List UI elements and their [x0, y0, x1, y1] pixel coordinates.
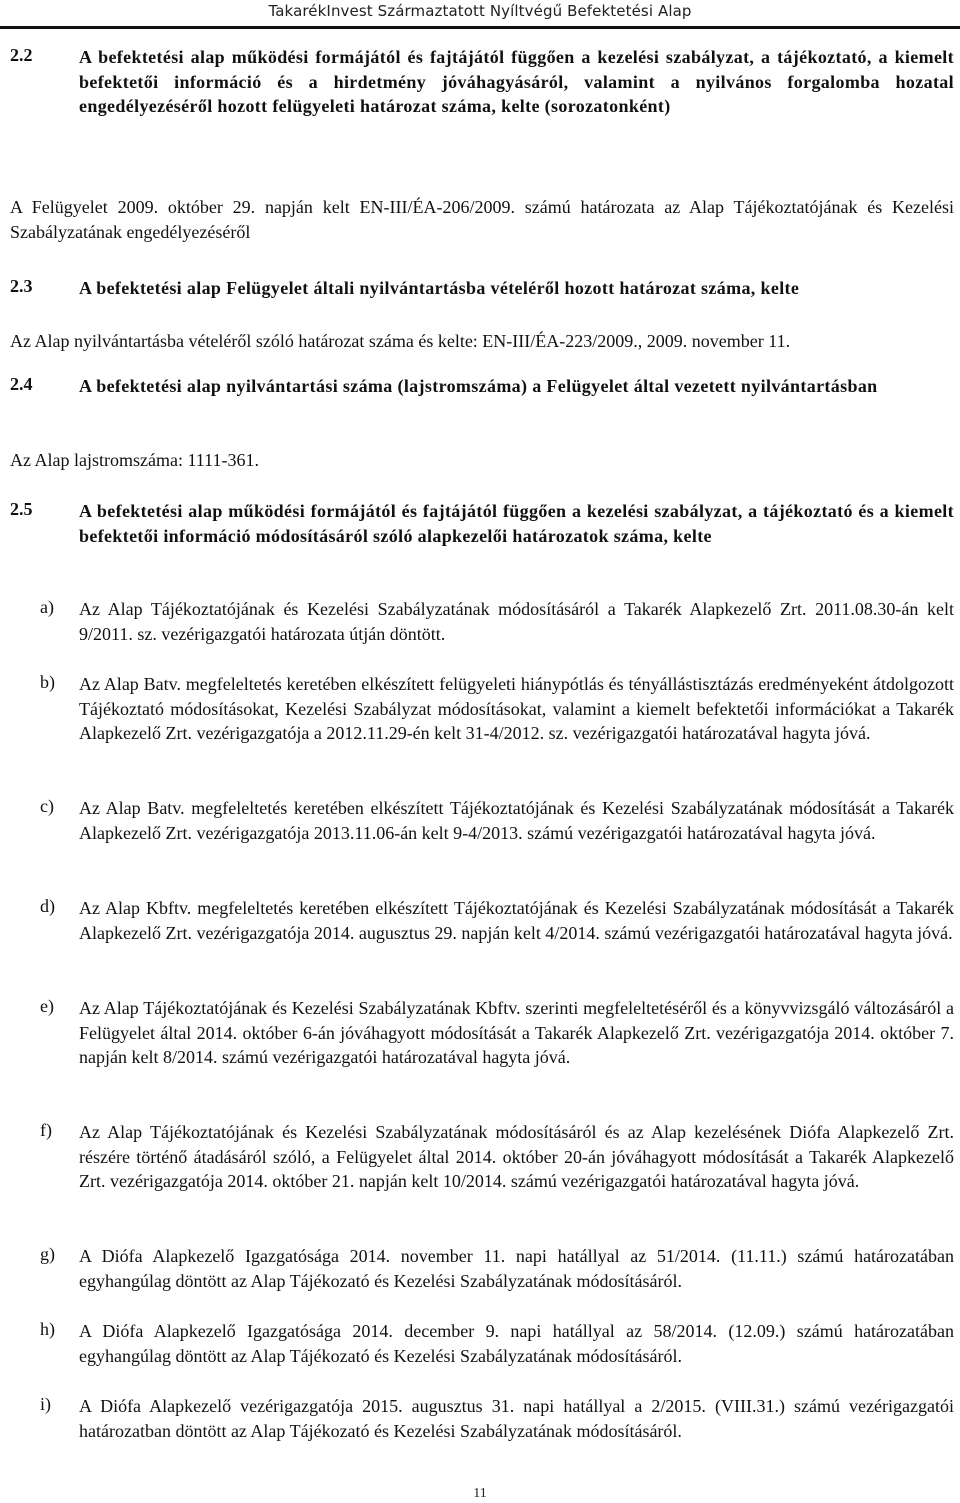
list-item-label: h)	[40, 1319, 55, 1339]
list-item-text: Az Alap Batv. megfeleltetés keretében elkészített Tájékoztatójának és Kezelési Szabályzatának módosítását a Takarék Alapkezelő Zrt. vezérigazgatója 2013.11.06-án kelt 9-4/2013. számú vezérigazgatói határozatával hagyta jóvá.	[79, 798, 954, 843]
list-item-label: b)	[40, 672, 55, 692]
section-title: A befektetési alap működési formájától és fajtájától függően a kezelési szabályzat, a tájékoztató, a kiemelt befektetői információ és a hirdetmény jóváhagyásáról, valamint a nyilvános forgalomba hozatal engedélyezéséről hozott felügyeleti határozat száma, kelte (sorozatonként)	[79, 47, 954, 116]
section-2-3-body: Az Alap nyilvántartásba vételéről szóló határozat száma és kelte: EN-III/ÉA-223/2009., 2009. november 11.	[10, 331, 791, 351]
list-item-text: Az Alap Batv. megfeleltetés keretében elkészített felügyeleti hiánypótlás és tényállástisztázás eredményeként átdolgozott Tájékoztató módosításokat, Kezelési Szabályzat módosításokat, valamint a kiemelt befektetői információkat a Takarék Alapkezelő Zrt. vezérigazgatója a 2012.11.29-én kelt 31-4/2012. sz. vezérigazgatói határozatával hagyta jóvá.	[79, 674, 954, 743]
section-number: 2.3	[10, 276, 33, 296]
section-2-5-heading	[10, 499, 954, 548]
section-2-2-body: A Felügyelet 2009. október 29. napján kelt EN-III/ÉA-206/2009. számú határozata az Alap Tájékoztatójának és Kezelési Szabályzatának engedélyezéséről	[10, 197, 954, 242]
section-title: A befektetési alap működési formájától és fajtájától függően a kezelési szabályzat, a tájékoztató és a kiemelt befektetői információ módosításáról szóló alapkezelői határozatok száma, kelte	[79, 501, 954, 546]
section-title: A befektetési alap Felügyelet általi nyilvántartásba vételéről hozott határozat száma, kelte	[79, 278, 800, 298]
list-item-text: Az Alap Tájékoztatójának és Kezelési Szabályzatának módosításáról és az Alap kezelésének Diófa Alapkezelő Zrt. részére történő átadásáról szóló, a Felügyelet által 2014. október 20-án jóváhagyott módosítását a Takarék Alapkezelő Zrt. vezérigazgatója 2014. október 21. napján kelt 10/2014. számú vezérigazgatói határozatával hagyta jóvá.	[79, 1122, 954, 1191]
list-item	[10, 672, 954, 746]
section-2-3-heading	[10, 276, 954, 301]
list-item-label: a)	[40, 597, 54, 617]
list-item-text: A Diófa Alapkezelő Igazgatósága 2014. november 11. napi hatállyal az 51/2014. (11.11.) számú határozatában egyhangúlag döntött az Alap Tájékozató és Kezelési Szabályzatának módosításáról.	[79, 1246, 954, 1291]
list-item	[10, 996, 954, 1070]
page-number: 11	[473, 1486, 487, 1501]
section-2-4-heading	[10, 374, 954, 399]
list-item	[10, 896, 954, 945]
section-title: A befektetési alap nyilvántartási száma (lajstromszáma) a Felügyelet által vezetett nyilvántartásban	[79, 376, 878, 396]
section-number: 2.2	[10, 45, 33, 65]
section-2-4-body: Az Alap lajstromszáma: 1111-361.	[10, 450, 259, 470]
list-item-label: i)	[40, 1394, 51, 1414]
list-item-text: Az Alap Tájékoztatójának és Kezelési Szabályzatának Kbftv. szerinti megfeleltetéséről és a könyvvizsgáló változásáról a Felügyelet által 2014. október 6-án jóváhagyott módosítását a Takarék Alapkezelő Zrt. vezérigazgatója 2014. október 7. napján kelt 8/2014. számú vezérigazgatói határozatával hagyta jóvá.	[79, 998, 954, 1067]
header-title: TakarékInvest Származtatott Nyíltvégű Befektetési Alap	[268, 2, 692, 20]
section-number: 2.4	[10, 374, 33, 394]
list-item-text: A Diófa Alapkezelő Igazgatósága 2014. december 9. napi hatállyal az 58/2014. (12.09.) számú határozatában egyhangúlag döntött az Alap Tájékozató és Kezelési Szabályzatának módosításáról.	[79, 1321, 954, 1366]
list-item-label: d)	[40, 896, 55, 916]
section-2-2-heading	[10, 45, 954, 119]
list-item-label: f)	[40, 1120, 52, 1140]
list-item-text: Az Alap Kbftv. megfeleltetés keretében elkészített Tájékoztatójának és Kezelési Szabályzatának módosítását a Takarék Alapkezelő Zrt. vezérigazgatója 2014. augusztus 29. napján kelt 4/2014. számú vezérigazgatói határozatával hagyta jóvá.	[79, 898, 954, 943]
list-item	[10, 1394, 954, 1443]
list-item-label: g)	[40, 1244, 55, 1264]
section-number: 2.5	[10, 499, 33, 519]
list-item	[10, 597, 954, 646]
list-item-label: c)	[40, 796, 54, 816]
list-item	[10, 796, 954, 845]
list-item	[10, 1319, 954, 1368]
list-item-text: Az Alap Tájékoztatójának és Kezelési Szabályzatának módosításáról a Takarék Alapkezelő Zrt. 2011.08.30-án kelt 9/2011. sz. vezérigazgatói határozata útján döntött.	[79, 599, 954, 644]
list-item	[10, 1120, 954, 1194]
list-item	[10, 1244, 954, 1293]
list-item-text: A Diófa Alapkezelő vezérigazgatója 2015. augusztus 31. napi hatállyal a 2/2015. (VIII.31.) számú vezérigazgatói határozatban döntött az Alap Tájékozató és Kezelési Szabályzatának módosításáról.	[79, 1396, 954, 1441]
list-item-label: e)	[40, 996, 54, 1016]
